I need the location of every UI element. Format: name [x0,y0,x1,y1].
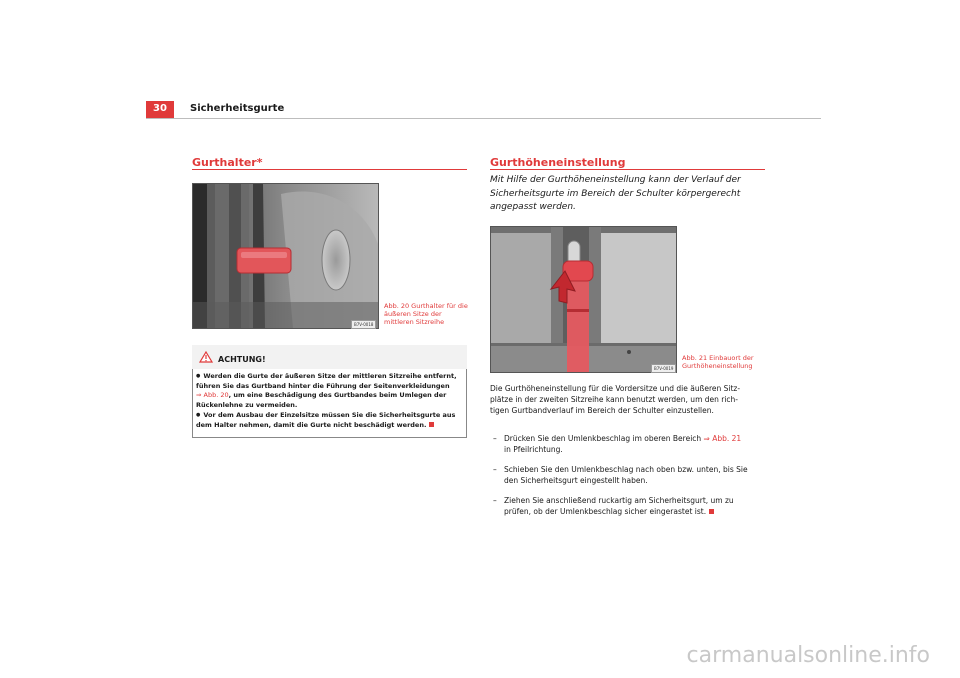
end-mark-icon [429,422,434,427]
section-rule-right [490,169,765,170]
watermark: carmanualsonline.info [686,643,930,668]
warning-item-2-line-1: ● Vor dem Ausbau der Einzelsitze müssen Sie die Sicherheitsgurte aus [196,411,464,422]
warning-item-2-line-2: dem Halter nehmen, damit die Gurte nicht beschädigt werden. [196,421,464,431]
end-mark-icon [709,509,714,514]
warning-item-1-line-1: ● Werden die Gurte der äußeren Sitze der mittleren Sitzreihe entfernt, [196,372,464,383]
section-heading-gurthoehe: Gurthöheneinstellung [490,156,626,169]
step-2: – Schieben Sie den Umlenkbeschlag nach oben bzw. unten, bis Sie den Sicherheitsgurt eingestellt haben. [493,465,748,485]
height-adjuster-photo [491,227,676,372]
section-heading-gurthalter: Gurthalter* [192,156,263,169]
warning-title: ACHTUNG! [218,355,266,364]
warning-item-1-line-4: Rückenlehne zu vermeiden. [196,401,298,409]
section-rule-left [192,169,467,170]
body-paragraph: Die Gurthöheneinstellung für die Vordersitze und die äußeren Sitz- plätze in der zweiten Sitzreihe kann benutzt werden, um den rich- tigen Gurtbandverlauf im Bereich der Schulter einzustellen. [490,384,741,415]
warning-triangle-icon [199,351,213,363]
warning-item-1-line-3: ⇒ Abb. 20, um eine Beschädigung des Gurtbandes beim Umlegen der [196,391,447,399]
chapter-title: Sicherheitsgurte [190,103,285,114]
figure-caption-right: Abb. 21 Einbauort der Gurthöheneinstellung [682,354,754,370]
figure-ref-abb20[interactable]: ⇒ Abb. 20 [196,391,229,399]
header-divider [146,118,821,119]
step-1: – Drücken Sie den Umlenkbeschlag im oberen Bereich ⇒ Abb. 21 in Pfeilrichtung. [493,434,742,454]
figure-height-adjuster [490,226,677,373]
figure-belt-holder [192,183,379,329]
figure-caption-left: Abb. 20 Gurthalter für die äußeren Sitze der mittleren Sitzreihe [384,302,468,326]
figure-code-left: B7V-0018 [351,320,376,329]
step-3: – Ziehen Sie anschließend ruckartig am Sicherheitsgurt, um zu prüfen, ob der Umlenkbeschlag sicher eingerastet ist. [493,496,734,516]
warning-item-1-line-2: führen Sie das Gurtband hinter die Führung der Seitenverkleidungen [196,382,450,390]
page-number: 30 [153,103,167,114]
belt-holder-photo [193,184,378,328]
figure-ref-abb21[interactable]: ⇒ Abb. 21 [703,434,742,443]
section-intro: Mit Hilfe der Gurthöheneinstellung kann der Verlauf der Sicherheitsgurte im Bereich der Schulter körpergerecht angepasst werden. [490,175,741,212]
figure-code-right: B7V-0019 [651,364,676,373]
